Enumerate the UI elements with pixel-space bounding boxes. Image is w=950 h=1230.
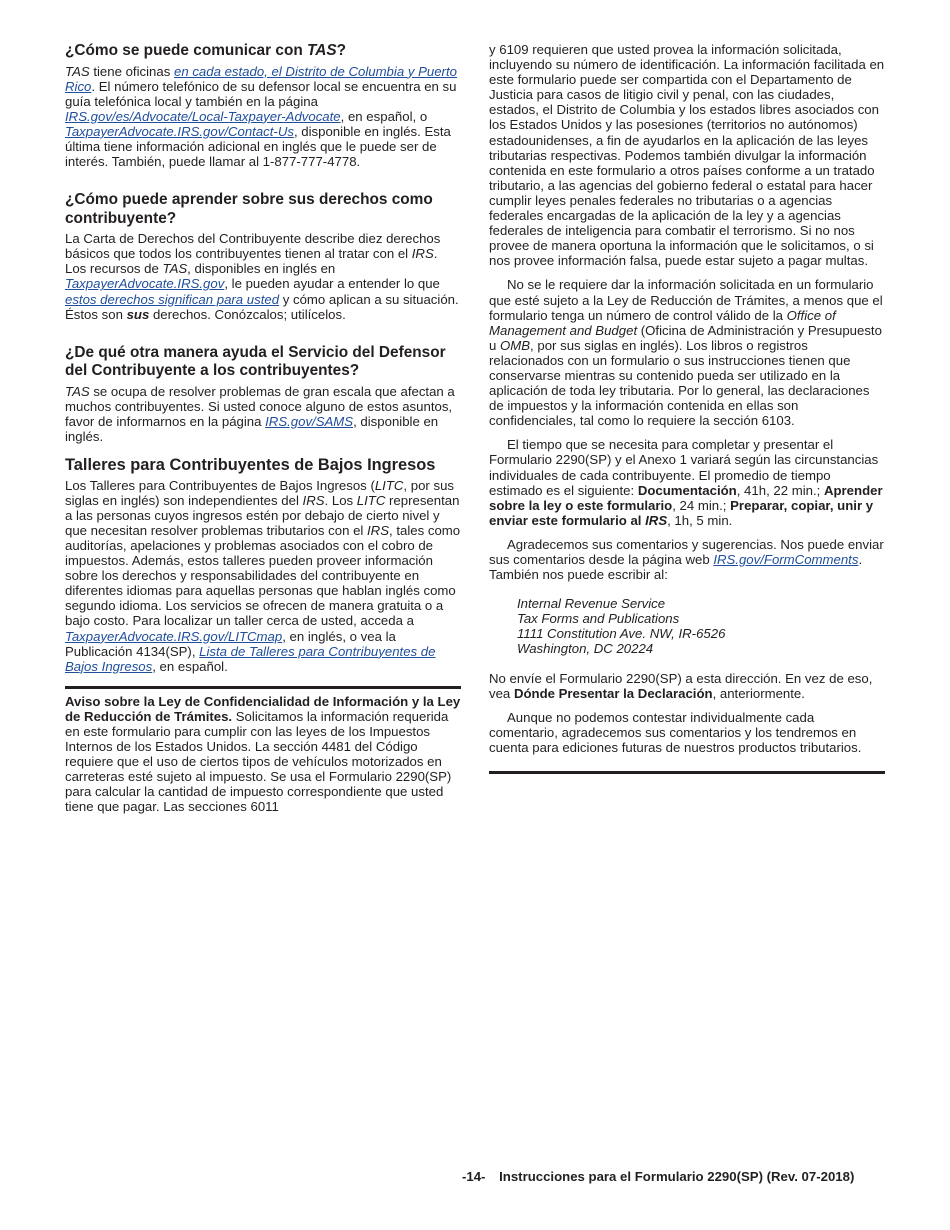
notice-heading: Aviso sobre la Ley de Confidencialidad de Información y la Ley de Reducción de Trámites. (65, 693, 461, 724)
address-line: Internal Revenue Service (517, 596, 666, 612)
paragraph-thanks: Aunque no podemos contestar individualmente cada comentario, agradecemos sus comentarios y los tendremos en cuenta para ediciones futuras de nuestros productos tributarios. (489, 709, 862, 755)
paragraph-paperwork: No se le requiere dar la información solicitada en un formulario que esté sujeto a la Ley de Reducción de Trámites, a menos que el formulario tenga un número de control válido de la Office of Management and Budget (Oficina de Administración y Presupuesto u OMB, por sus siglas en inglés). Los libros o registros relacionados con un formulario o sus instrucciones tienen que conservarse mientras su contenido pueda ser utilizado en la aplicación de toda ley tributaria. Por lo general, las declaraciones de impuestos y la información contenida en ellas son confidenciales, tal como lo requiere la sección 6103. (489, 277, 883, 429)
section-heading: ¿Cómo se puede comunicar con TAS? (65, 42, 347, 59)
section-body: Los Talleres para Contribuyentes de Bajos Ingresos (LITC, por sus siglas en inglés) son independientes del IRS. Los LITC representan a las personas cuyos ingresos estén por debajo de cierto nivel y que necesitan resolver problemas tributarios con el IRS, tales como auditorías, apelaciones y problemas asociados con el cobro de impuestos. Además, estos talleres pueden proveer información sobre los derechos y responsabilidades del contribuyente en diferentes idiomas para aquellas personas que hablan inglés como segundo idioma. Los servicios se ofrecen de manera gratuita o a bajo costo. Para localizar un taller cerca de usted, acceda a TaxpayerAdvocate.IRS.gov/LITCmap, en inglés, o vea la Publicación 4134(SP), Lista de Talleres para Contribuyentes de Bajos Ingresos, en español. (65, 477, 461, 674)
section-heading: ¿De qué otra manera ayuda el Servicio del Defensor del Contribuyente a los contribuyentes? (65, 343, 446, 380)
section-other-help (65, 344, 461, 444)
link-contact-us[interactable]: TaxpayerAdvocate.IRS.gov/Contact-Us (65, 123, 294, 139)
notice-body: Aviso sobre la Ley de Confidencialidad de Información y la Ley de Reducción de Trámites. Solicitamos la información requerida en este formulario para cumplir con las leyes de los Impuestos Internos de los Estados Unidos. La sección 4481 del Código requiere que el uso de ciertos tipos de vehículos motorizados en carreteras esté sujeto al impuesto. Se usa el Formulario 2290(SP) para calcular la cantidad de impuesto correspondiente que usted tiene que pagar. Las secciones 6011 (65, 693, 461, 815)
link-sams[interactable]: IRS.gov/SAMS (265, 413, 354, 429)
mailing-address (517, 596, 885, 656)
right-column (489, 42, 885, 774)
link-form-comments[interactable]: IRS.gov/FormComments (713, 552, 859, 567)
link-litc-map[interactable]: TaxpayerAdvocate.IRS.gov/LITCmap (65, 628, 283, 644)
privacy-notice (65, 686, 461, 815)
paragraph-comments: Agradecemos sus comentarios y sugerencias. Nos puede enviar sus comentarios desde la página web IRS.gov/FormComments. También nos puede escribir al: (489, 536, 884, 583)
paragraph-privacy-continued: y 6109 requieren que usted provea la información solicitada, incluyendo su número de identificación. La información facilitada en este formulario puede ser compartida con el Departamento de Justicia para casos de litigio civil y penal, con las ciudades, estados, el Distrito de Columbia y los estados libres asociados con los Estados Unidos y las posesiones (territorios no autónomos) estadounidenses, a fin de ayudarlos en la aplicación de las leyes tributarias respectivas. Podemos también divulgar la información contenida en este formulario a otros países conforme a un tratado tributario, a las agencias del gobierno federal o estatal para hacer cumplir leyes penales federales no tributarias o a agencias federales encargadas de la aplicación de la ley y a agencias federales de inteligencia para combatir el terrorismo. Si no nos provee de manera oportuna la información que le solicitamos, o si nos provee información falsa, puede estar sujeto a pagar multas. (489, 42, 885, 269)
paragraph-time-estimate: El tiempo que se necesita para completar y presentar el Formulario 2290(SP) y el Anexo 1 variará según las circunstancias individuales de cada contribuyente. El promedio de tiempo estimado es el siguiente: Documentación, 41h, 22 min.; Aprender sobre la ley o este formulario, 24 min.; Preparar, copiar, unir y enviar este formulario al IRS, 1h, 5 min. (489, 437, 883, 528)
footer-title: Instrucciones para el Formulario 2290(SP) (Rev. 07-2018) (499, 1169, 855, 1184)
page-number: -14- (462, 1169, 486, 1184)
link-local-taxpayer-advocate[interactable]: IRS.gov/es/Advocate/Local-Taxpayer-Advocate (65, 108, 341, 124)
left-column (65, 42, 461, 815)
section-body: La Carta de Derechos del Contribuyente describe diez derechos básicos que todos los contribuyentes tienen al tratar con el IRS. Los recursos de TAS, disponibles en inglés en TaxpayerAdvocate.IRS.gov, le pueden ayudar a entender lo que estos derechos significan para usted y cómo aplican a su situación. Éstos son sus derechos. Conózcalos; utilícelos. (65, 231, 459, 322)
link-tas-offices[interactable]: en cada estado, el Distrito de Columbia y Puerto Rico (65, 63, 457, 94)
section-litc (65, 456, 461, 674)
link-rights-meaning[interactable]: estos derechos significan para usted (65, 291, 280, 307)
section-body: TAS tiene oficinas en cada estado, el Distrito de Columbia y Puerto Rico. El número telefónico de su defensor local se encuentra en su guía telefónica local y también en la página IRS.gov/es/Advocate/Local-Taxpayer-Advocate, en español, o TaxpayerAdvocate.IRS.gov/Contact-Us, disponible en inglés. Esta última tiene información adicional en inglés que le puede ser de interés. También, puede llamar al 1-877-777-4778. (65, 63, 457, 170)
section-heading: ¿Cómo puede aprender sobre sus derechos como contribuyente? (65, 191, 433, 227)
address-line: Tax Forms and Publications (517, 611, 680, 627)
page-footer (462, 1169, 854, 1184)
address-line: Washington, DC 20224 (517, 641, 654, 657)
section-heading: Talleres para Contribuyentes de Bajos Ingresos (65, 456, 436, 475)
section-contact-tas (65, 42, 461, 169)
section-taxpayer-rights (65, 191, 461, 322)
link-litc-list[interactable]: Lista de Talleres para Contribuyentes de Bajos Ingresos (65, 643, 436, 674)
section-body: TAS se ocupa de resolver problemas de gran escala que afectan a muchos contribuyentes. Si usted conoce alguno de estos asuntos, favor de informarnos en la página IRS.gov/SAMS, disponible en inglés. (65, 383, 455, 444)
address-line: 1111 Constitution Ave. NW, IR-6526 (517, 626, 726, 642)
paragraph-do-not-send: No envíe el Formulario 2290(SP) a esta dirección. En vez de eso, vea Dónde Presentar la Declaración, anteriormente. (489, 670, 873, 701)
link-taxpayer-advocate[interactable]: TaxpayerAdvocate.IRS.gov (65, 276, 225, 292)
end-rule (489, 771, 885, 774)
